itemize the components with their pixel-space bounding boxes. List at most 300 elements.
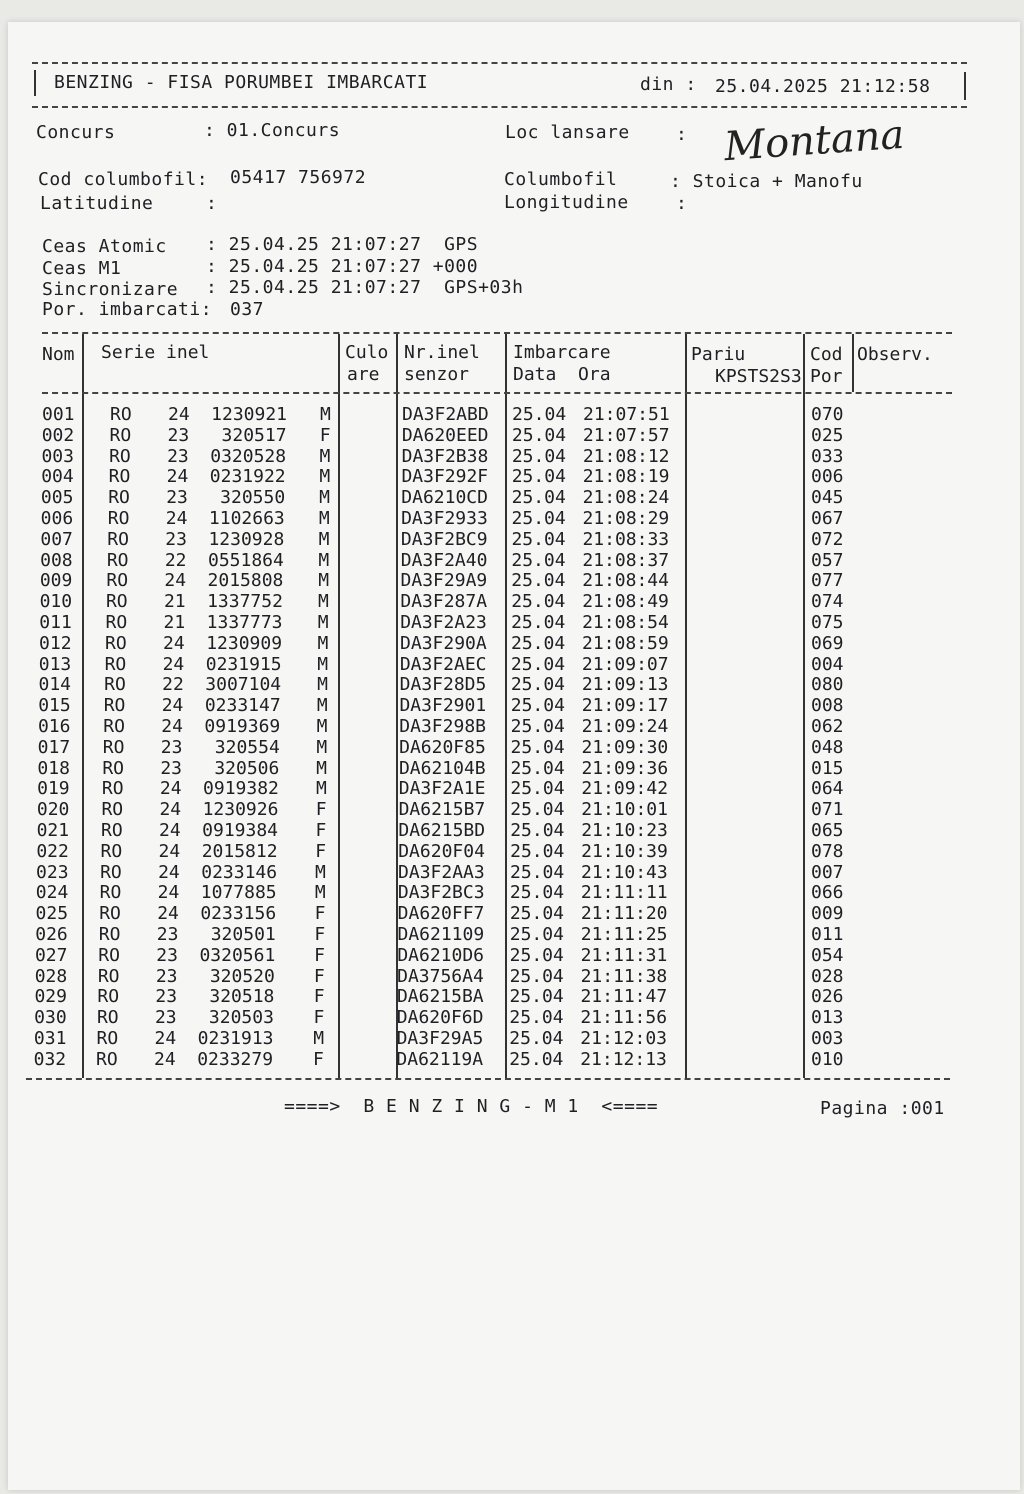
cell-cod: 075: [811, 612, 844, 633]
cell-sex: M: [317, 674, 328, 696]
cell-cod: 054: [811, 944, 844, 966]
cell-an: 21: [163, 591, 186, 613]
cell-inel: 320520: [209, 965, 275, 987]
table-row: [8, 1007, 1020, 1028]
cell-tara: RO: [99, 903, 121, 925]
cell-cod: 013: [811, 1007, 844, 1029]
cell-inel: 320501: [210, 924, 276, 945]
cod-columbofil-value: 05417 756972: [230, 167, 367, 188]
cell-data: 25.04: [511, 528, 566, 550]
title-right-bar: [964, 72, 966, 100]
cell-cod: 080: [811, 674, 844, 696]
cell-inel: 0233147: [204, 695, 281, 717]
cell-data: 25.04: [511, 445, 566, 467]
cell-sex: M: [319, 466, 331, 488]
cell-ora: 21:10:39: [581, 840, 668, 862]
cell-inel: 2015812: [201, 840, 278, 862]
col-header-nom: Nom: [42, 344, 75, 365]
cell-ora: 21:11:31: [580, 944, 668, 966]
page-number: Pagina :001: [820, 1098, 945, 1119]
cell-senzor: DA3F2BC9: [400, 528, 488, 550]
table-row: [8, 674, 1020, 695]
cell-tara: RO: [98, 924, 121, 945]
col-header-cod-1: Cod: [810, 344, 843, 365]
cell-tara: RO: [103, 695, 126, 717]
cell-sex: M: [314, 882, 326, 904]
cell-tara: RO: [105, 591, 128, 613]
cell-an: 23: [156, 944, 178, 966]
cell-data: 25.04: [511, 487, 566, 509]
cell-senzor: DA3F290A: [400, 632, 487, 654]
cell-inel: 3007104: [205, 674, 282, 696]
ceas-m1-label: Ceas M1: [42, 258, 122, 279]
cell-data: 25.04: [511, 570, 566, 592]
cell-cod: 057: [811, 549, 844, 571]
cell-inel: 1077885: [200, 882, 277, 904]
cell-ora: 21:08:54: [582, 612, 669, 633]
cell-senzor: DA620F85: [399, 736, 486, 758]
cell-senzor: DA6210CD: [401, 487, 488, 509]
cell-inel: 320506: [214, 757, 280, 779]
table-row: [8, 778, 1020, 799]
cell-tara: RO: [96, 1048, 118, 1070]
cell-data: 25.04: [510, 799, 565, 821]
cell-sex: M: [317, 653, 329, 675]
col-header-culo-2: are: [347, 364, 380, 385]
cell-data: 25.04: [510, 757, 565, 779]
cell-data: 25.04: [511, 612, 566, 633]
cell-tara: RO: [106, 549, 129, 571]
table-row: [8, 695, 1020, 716]
cell-ora: 21:12:13: [580, 1048, 667, 1070]
table-row: [8, 882, 1020, 903]
cell-sex: F: [313, 986, 325, 1008]
columbofil-label: Columbofil: [504, 169, 618, 190]
cell-nom: 022: [36, 840, 69, 862]
cell-senzor: DA62104B: [398, 757, 486, 779]
cell-tara: RO: [99, 882, 122, 904]
cell-ora: 21:08:24: [582, 487, 670, 509]
cell-tara: RO: [109, 424, 132, 446]
cell-sex: M: [318, 549, 330, 571]
cell-tara: RO: [110, 404, 132, 425]
cell-sex: F: [319, 424, 331, 446]
cell-tara: RO: [102, 757, 125, 779]
cell-tara: RO: [108, 487, 130, 509]
cell-inel: 0231922: [209, 466, 286, 488]
cell-an: 23: [154, 1007, 177, 1029]
cell-sex: M: [317, 591, 329, 613]
col-header-imbarcare-1: Imbarcare: [513, 342, 611, 363]
table-row: [8, 654, 1020, 675]
cell-sex: M: [316, 716, 328, 737]
table-row: [8, 570, 1020, 591]
cell-data: 25.04: [510, 695, 565, 717]
cell-nom: 015: [38, 695, 71, 717]
table-row: [8, 903, 1020, 924]
cell-nom: 012: [39, 632, 72, 654]
cell-an: 24: [154, 1028, 177, 1049]
cell-data: 25.04: [511, 466, 566, 488]
cell-nom: 021: [36, 820, 70, 841]
cell-senzor: DA6210D6: [397, 944, 485, 966]
cell-ora: 21:11:25: [580, 924, 668, 945]
cell-cod: 064: [811, 778, 844, 800]
cell-ora: 21:11:20: [580, 903, 668, 925]
cell-ora: 21:10:43: [581, 861, 668, 883]
cell-inel: 1230921: [211, 404, 287, 425]
cell-nom: 016: [37, 716, 71, 737]
cell-ora: 21:09:42: [581, 778, 669, 800]
cell-nom: 014: [38, 674, 71, 696]
col-header-serie: Serie inel: [101, 342, 210, 363]
latitudine-value: :: [206, 193, 218, 214]
cell-nom: 023: [36, 861, 69, 883]
cell-nom: 006: [40, 508, 74, 529]
cell-cod: 006: [811, 466, 844, 488]
sincronizare-value: : 25.04.25 21:07:27 GPS+03h: [206, 277, 524, 298]
cell-an: 23: [167, 424, 190, 446]
cell-an: 24: [159, 820, 181, 841]
cell-cod: 015: [811, 757, 844, 779]
columbofil-value: : Stoica + Manofu: [670, 171, 863, 192]
table-row: [8, 986, 1020, 1007]
cod-columbofil-label: Cod columbofil:: [38, 169, 209, 190]
footer-banner: ====> B E N Z I N G - M 1 <====: [284, 1096, 659, 1117]
date-value: 25.04.2025 21:12:58: [715, 76, 931, 97]
cell-an: 23: [155, 986, 178, 1008]
cell-an: 23: [167, 445, 189, 467]
cell-ora: 21:11:11: [580, 882, 668, 904]
cell-tara: RO: [98, 944, 120, 966]
cell-tara: RO: [96, 1007, 119, 1029]
cell-nom: 028: [34, 965, 68, 987]
cell-inel: 0233146: [201, 861, 278, 883]
cell-cod: 065: [811, 820, 844, 841]
cell-data: 25.04: [509, 944, 564, 966]
cell-sex: F: [315, 840, 327, 862]
cell-an: 23: [160, 757, 183, 779]
cell-sex: F: [315, 820, 327, 841]
cell-data: 25.04: [509, 1048, 564, 1070]
cell-data: 25.04: [510, 716, 565, 737]
cell-sex: M: [316, 695, 328, 717]
loc-lansare-sep: :: [676, 124, 688, 145]
cell-ora: 21:09:07: [581, 653, 669, 675]
cell-data: 25.04: [509, 924, 564, 945]
table-row: [8, 466, 1020, 487]
cell-an: 24: [157, 882, 180, 904]
cell-ora: 21:07:51: [583, 404, 670, 425]
cell-senzor: DA3F28D5: [399, 674, 487, 696]
cell-sex: M: [316, 757, 328, 779]
cell-tara: RO: [108, 466, 131, 488]
cell-inel: 0320528: [210, 445, 287, 467]
cell-sex: M: [315, 778, 327, 800]
cell-nom: 026: [35, 924, 68, 945]
col-header-cod-2: Por: [810, 366, 843, 387]
cell-ora: 21:08:44: [582, 570, 669, 592]
cell-sex: F: [313, 965, 325, 987]
cell-inel: 1230909: [206, 632, 283, 654]
cell-nom: 031: [33, 1028, 67, 1049]
cell-nom: 008: [40, 549, 73, 571]
table-bottom-border: [26, 1078, 950, 1080]
cell-inel: 320517: [221, 424, 287, 446]
cell-senzor: DA3F2901: [399, 695, 487, 717]
cell-nom: 001: [42, 404, 75, 425]
cell-senzor: DA6215B7: [398, 799, 486, 821]
table-row: [8, 841, 1020, 862]
cell-nom: 030: [34, 1007, 67, 1029]
cell-cod: 003: [811, 1028, 844, 1049]
cell-senzor: DA3F2A1E: [398, 778, 486, 800]
ceas-m1-value: : 25.04.25 21:07:27 +000: [206, 256, 479, 277]
cell-inel: 320518: [209, 986, 275, 1008]
col-header-pariu-2: KPSTS2S3: [715, 366, 802, 387]
cell-an: 22: [162, 674, 184, 696]
table-row: [8, 1049, 1020, 1070]
cell-tara: RO: [100, 840, 123, 862]
cell-cod: 077: [811, 570, 844, 592]
cell-sex: M: [318, 508, 330, 529]
cell-inel: 320550: [220, 487, 286, 509]
cell-ora: 21:09:24: [581, 716, 669, 737]
cell-cod: 026: [811, 986, 844, 1008]
cell-senzor: DA620FF7: [397, 903, 485, 925]
cell-ora: 21:08:59: [582, 632, 669, 654]
cell-an: 24: [162, 653, 185, 675]
cell-sex: F: [314, 903, 326, 925]
cell-sex: M: [319, 487, 330, 509]
cell-sex: F: [314, 944, 325, 966]
table-row: [8, 591, 1020, 612]
cell-tara: RO: [101, 778, 124, 800]
cell-an: 24: [168, 404, 190, 425]
cell-an: 24: [158, 861, 180, 883]
cell-cod: 074: [811, 591, 844, 613]
cell-an: 24: [161, 695, 184, 717]
table-row: [8, 945, 1020, 966]
table-row: [8, 550, 1020, 571]
cell-ora: 21:08:12: [582, 445, 670, 467]
cell-nom: 013: [38, 653, 72, 675]
cell-sex: M: [319, 445, 331, 467]
cell-sex: M: [318, 570, 330, 592]
cell-nom: 027: [34, 944, 68, 966]
cell-nom: 019: [37, 778, 70, 800]
cell-ora: 21:08:19: [582, 466, 670, 488]
cell-inel: 0919384: [202, 820, 278, 841]
cell-data: 25.04: [509, 1028, 564, 1049]
cell-tara: RO: [106, 570, 129, 592]
cell-tara: RO: [101, 799, 124, 821]
cell-senzor: DA3F298B: [399, 716, 486, 737]
cell-tara: RO: [107, 528, 129, 550]
cell-cod: 033: [811, 445, 844, 467]
table-row: [8, 633, 1020, 654]
por-imbarcati-value: 037: [230, 299, 265, 320]
col-header-nrinel-1: Nr.inel: [404, 342, 480, 363]
cell-cod: 009: [811, 903, 844, 925]
cell-inel: 0320561: [199, 944, 276, 966]
cell-ora: 21:07:57: [582, 424, 670, 446]
cell-inel: 1337773: [206, 612, 283, 633]
longitudine-label: Longitudine: [504, 192, 629, 213]
cell-inel: 1337752: [207, 591, 283, 613]
concurs-value: : 01.Concurs: [204, 120, 341, 141]
cell-sex: M: [318, 528, 330, 550]
cell-nom: 010: [39, 591, 73, 613]
cell-sex: F: [313, 1007, 325, 1029]
table-row: [8, 758, 1020, 779]
cell-data: 25.04: [510, 778, 565, 800]
cell-tara: RO: [103, 716, 125, 737]
cell-ora: 21:11:47: [580, 986, 668, 1008]
cell-senzor: DA6215BD: [398, 820, 486, 841]
cell-inel: 1102663: [208, 508, 285, 529]
cell-an: 24: [166, 466, 189, 488]
col-header-culo-1: Culo: [345, 342, 389, 363]
cell-an: 22: [164, 549, 187, 571]
cell-ora: 21:10:23: [581, 820, 668, 841]
cell-tara: RO: [104, 674, 126, 696]
cell-senzor: DA3F2BC3: [397, 882, 485, 904]
cell-data: 25.04: [511, 591, 566, 613]
cell-an: 24: [157, 903, 179, 925]
cell-data: 25.04: [511, 424, 567, 446]
cell-nom: 009: [39, 570, 73, 592]
table-row: [8, 612, 1020, 633]
title-bottom-border: [32, 106, 967, 108]
cell-an: 24: [154, 1048, 176, 1070]
latitudine-label: Latitudine: [40, 193, 154, 214]
table-row: [8, 799, 1020, 820]
cell-ora: 21:09:36: [581, 757, 669, 779]
cell-cod: 066: [811, 882, 844, 904]
cell-nom: 025: [35, 903, 69, 925]
cell-data: 25.04: [510, 653, 566, 675]
cell-tara: RO: [109, 445, 131, 467]
cell-cod: 010: [811, 1048, 844, 1070]
loc-lansare-label: Loc lansare: [505, 122, 630, 143]
cell-senzor: DA3F2A23: [400, 612, 487, 633]
table-row: [8, 862, 1020, 883]
cell-data: 25.04: [511, 549, 566, 571]
sincronizare-label: Sincronizare: [42, 279, 179, 300]
table-row: [8, 924, 1020, 945]
table-row: [8, 425, 1020, 446]
cell-data: 25.04: [509, 882, 565, 904]
col-header-imbarcare-2: Data Ora: [513, 364, 611, 385]
cell-sex: M: [317, 612, 329, 633]
cell-an: 23: [166, 487, 188, 509]
cell-cod: 070: [811, 404, 844, 425]
col-header-nrinel-2: senzor: [404, 364, 470, 385]
cell-sex: F: [314, 924, 326, 945]
cell-senzor: DA620F6D: [396, 1007, 484, 1029]
cell-senzor: DA3F287A: [400, 591, 488, 613]
cell-senzor: DA620F04: [398, 840, 485, 862]
col-sep-cod: [852, 334, 854, 392]
cell-tara: RO: [101, 820, 123, 841]
cell-an: 24: [161, 716, 183, 737]
cell-cod: 048: [811, 736, 844, 758]
cell-inel: 0233279: [197, 1048, 274, 1070]
cell-senzor: DA621109: [397, 924, 485, 945]
cell-tara: RO: [100, 861, 122, 883]
cell-cod: 011: [811, 924, 844, 945]
cell-cod: 008: [811, 695, 844, 717]
cell-tara: RO: [97, 986, 120, 1008]
cell-ora: 21:11:38: [580, 965, 668, 987]
cell-an: 23: [160, 736, 183, 758]
cell-inel: 0919369: [204, 716, 281, 737]
cell-nom: 004: [41, 466, 74, 488]
cell-data: 25.04: [509, 903, 565, 925]
cell-an: 21: [163, 612, 186, 633]
cell-tara: RO: [102, 736, 125, 758]
cell-senzor: DA3F29A5: [396, 1028, 484, 1049]
cell-data: 25.04: [510, 861, 565, 883]
cell-nom: 007: [40, 528, 73, 550]
cell-inel: 0919382: [203, 778, 279, 800]
printed-sheet: [8, 22, 1020, 1490]
cell-inel: 0233156: [200, 903, 277, 925]
cell-ora: 21:09:13: [581, 674, 669, 696]
cell-ora: 21:09:30: [581, 736, 669, 758]
cell-an: 23: [155, 965, 178, 987]
cell-an: 24: [165, 508, 188, 529]
cell-nom: 017: [37, 736, 71, 758]
table-header-bottom-border: [42, 392, 952, 394]
table-row: [8, 966, 1020, 987]
loc-lansare-handwritten: Montana: [722, 111, 906, 171]
cell-an: 23: [156, 924, 179, 945]
cell-data: 25.04: [509, 965, 564, 987]
cell-senzor: DA3F29A9: [400, 570, 488, 592]
cell-tara: RO: [105, 632, 127, 654]
cell-ora: 21:10:01: [581, 799, 668, 821]
cell-senzor: DA3F2AEC: [399, 653, 487, 675]
cell-inel: 1230926: [202, 799, 279, 821]
cell-data: 25.04: [510, 674, 566, 696]
cell-tara: RO: [105, 612, 128, 633]
cell-cod: 069: [811, 632, 844, 654]
cell-nom: 032: [33, 1048, 67, 1070]
cell-data: 25.04: [510, 736, 565, 758]
cell-sex: M: [315, 861, 326, 883]
cell-senzor: DA3756A4: [397, 965, 484, 987]
table-row: [8, 716, 1020, 737]
table-row: [8, 508, 1020, 529]
cell-cod: 071: [811, 799, 844, 821]
table-header-top-border: [42, 332, 952, 334]
report-title: BENZING - FISA PORUMBEI IMBARCATI: [54, 72, 429, 93]
cell-an: 24: [159, 799, 182, 821]
cell-nom: 003: [41, 445, 74, 467]
cell-data: 25.04: [509, 1007, 564, 1029]
cell-senzor: DA3F2933: [401, 508, 488, 529]
cell-ora: 21:12:03: [580, 1028, 667, 1049]
cell-nom: 002: [41, 424, 75, 446]
cell-ora: 21:08:29: [582, 508, 670, 529]
cell-cod: 004: [811, 653, 844, 675]
cell-tara: RO: [97, 965, 120, 987]
cell-an: 23: [165, 528, 187, 550]
cell-senzor: DA3F2B38: [401, 445, 489, 467]
cell-nom: 024: [35, 882, 69, 904]
